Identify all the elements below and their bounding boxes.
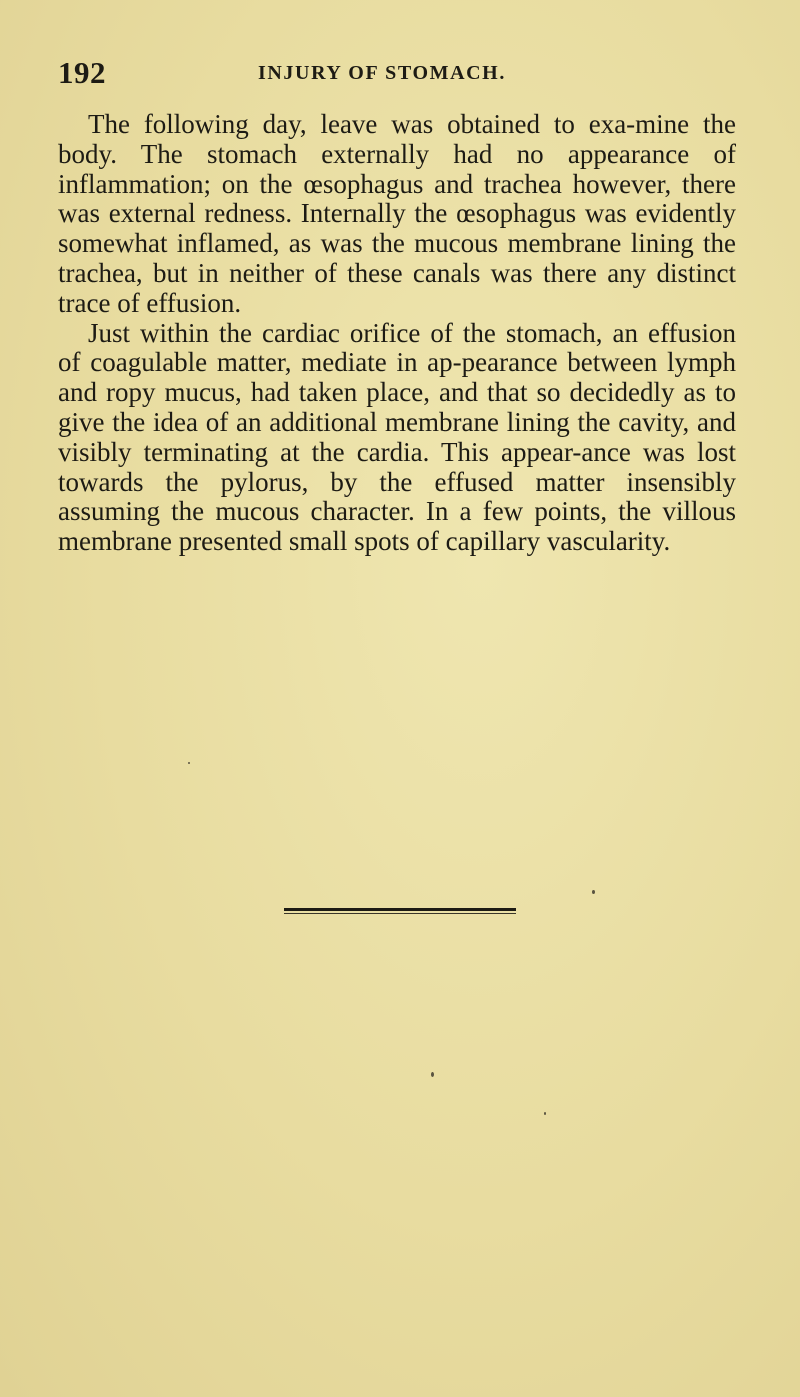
paper-speck bbox=[431, 1072, 434, 1077]
paper-speck bbox=[544, 1112, 546, 1115]
running-head bbox=[58, 56, 758, 96]
paragraph-2: Just within the cardiac orifice of the stomach, an effusion of coagulable matter, mediate in ap-pearance between lymph and ropy mucus, had taken place, and that so decidedly as to give the idea of an additional membrane lining the cavity, and visibly terminating at the cardia. This appear-ance was lost towards the pylorus, by the effused matter insensibly assuming the mucous character. In a few points, the villous membrane presented small spots of capillary vascularity. bbox=[58, 317, 736, 557]
section-rule bbox=[284, 908, 516, 916]
paper-speck bbox=[188, 762, 190, 764]
paper-speck bbox=[592, 890, 595, 894]
paragraph-1: The following day, leave was obtained to exa-mine the body. The stomach externally had no appearance of inflammation; on the œsophagus and trachea however, there was external redness. Internally the œsophagus was evidently somewhat inflamed, as was the mucous membrane lining the trachea, but in neither of these canals was there any distinct trace of effusion. bbox=[58, 109, 736, 318]
section-rule-thin bbox=[284, 913, 516, 914]
page-number: 192 bbox=[58, 55, 106, 90]
body-text bbox=[58, 110, 736, 557]
running-title: INJURY OF STOMACH. bbox=[258, 62, 506, 84]
section-rule-thick bbox=[284, 908, 516, 911]
